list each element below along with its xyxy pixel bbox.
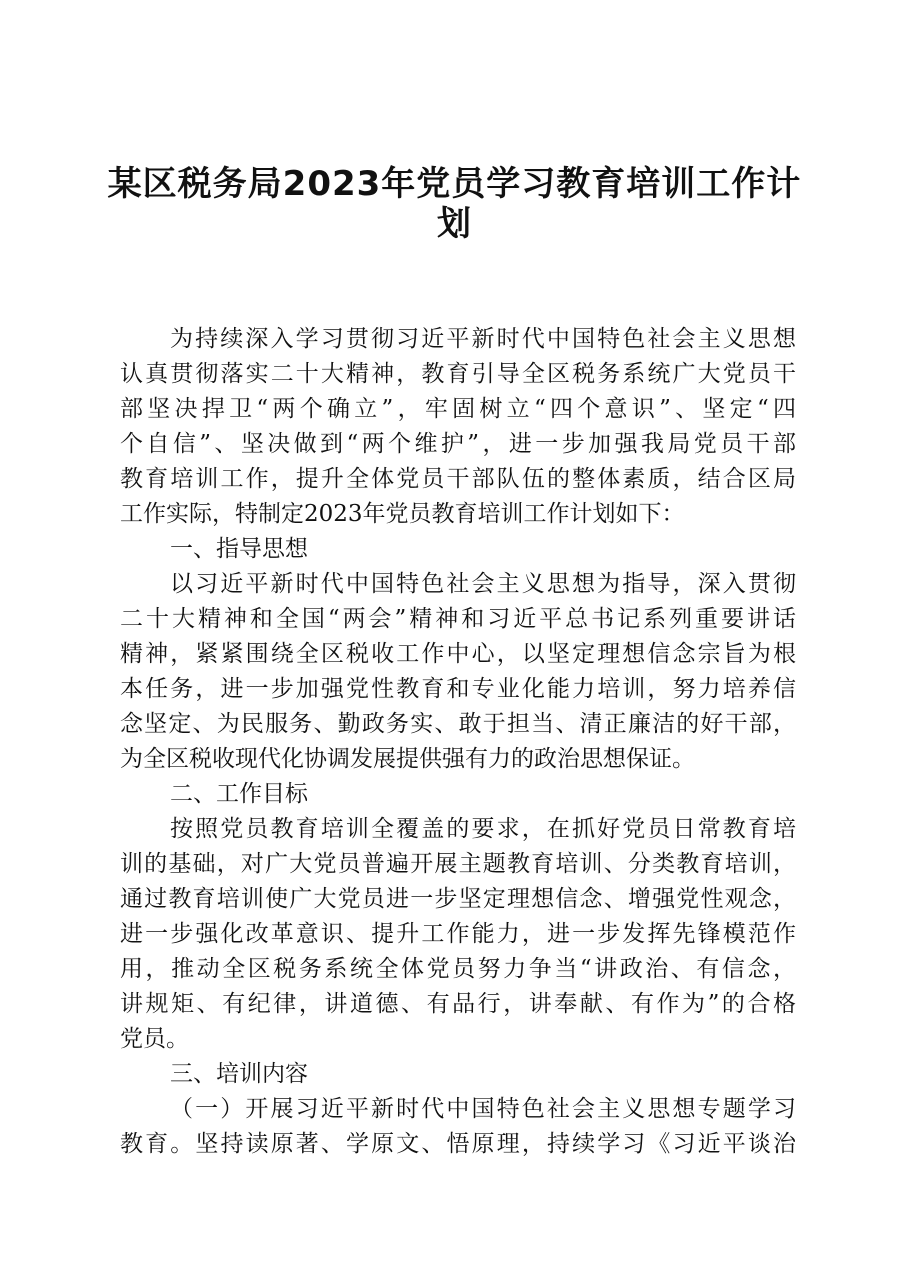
paragraph-line: 教育培训工作，提升全体党员干部队伍的整体素质，结合区局 (120, 466, 796, 492)
section-heading: 二、工作目标 (170, 781, 308, 807)
paragraph-line: 工作实际，特制定2023年党员教育培训工作计划如下： (120, 501, 685, 527)
paragraph-line: 按照党员教育培训全覆盖的要求，在抓好党员日常教育培 (170, 816, 796, 842)
paragraph-line: 个自信”、坚决做到“两个维护”，进一步加强我局党员干部 (120, 431, 796, 457)
paragraph-line: 进一步强化改革意识、提升工作能力，进一步发挥先锋模范作 (120, 921, 796, 947)
section-heading: 三、培训内容 (170, 1061, 308, 1087)
paragraph-line: 二十大精神和全国“两会”精神和习近平总书记系列重要讲话 (120, 606, 796, 632)
paragraph-line: 教育。坚持读原著、学原文、悟原理，持续学习《习近平谈治 (120, 1131, 796, 1157)
paragraph-line: 用，推动全区税务系统全体党员努力争当“讲政治、有信念， (120, 956, 796, 982)
document-title-line-1: 某区税务局2023年党员学习教育培训工作计 (107, 164, 802, 204)
paragraph-line: 部坚决捍卫“两个确立”，牢固树立“四个意识”、坚定“四 (120, 396, 796, 422)
paragraph-line: 本任务，进一步加强党性教育和专业化能力培训，努力培养信 (120, 676, 796, 702)
document-body (120, 322, 796, 1162)
paragraph-line: 认真贯彻落实二十大精神，教育引导全区税务系统广大党员干 (120, 361, 796, 387)
paragraph-line: 精神，紧紧围绕全区税收工作中心，以坚定理想信念宗旨为根 (120, 641, 796, 667)
paragraph-line: 以习近平新时代中国特色社会主义思想为指导，深入贯彻 (170, 571, 796, 597)
paragraph-line: 为持续深入学习贯彻习近平新时代中国特色社会主义思想 (170, 326, 796, 352)
paragraph-line: 通过教育培训使广大党员进一步坚定理想信念、增强党性观念， (120, 886, 796, 912)
document-title-line-2: 划 (437, 204, 472, 244)
paragraph-line: 念坚定、为民服务、勤政务实、敢于担当、清正廉洁的好干部， (120, 711, 796, 737)
paragraph-line: 为全区税收现代化协调发展提供强有力的政治思想保证。 (120, 746, 695, 772)
paragraph-line: 讲规矩、有纪律，讲道德、有品行，讲奉献、有作为”的合格 (120, 991, 796, 1017)
paragraph-line: （一）开展习近平新时代中国特色社会主义思想专题学习 (170, 1096, 796, 1122)
section-heading: 一、指导思想 (170, 536, 308, 562)
paragraph-line: 训的基础，对广大党员普遍开展主题教育培训、分类教育培训， (120, 851, 796, 877)
paragraph-line: 党员。 (120, 1026, 189, 1052)
